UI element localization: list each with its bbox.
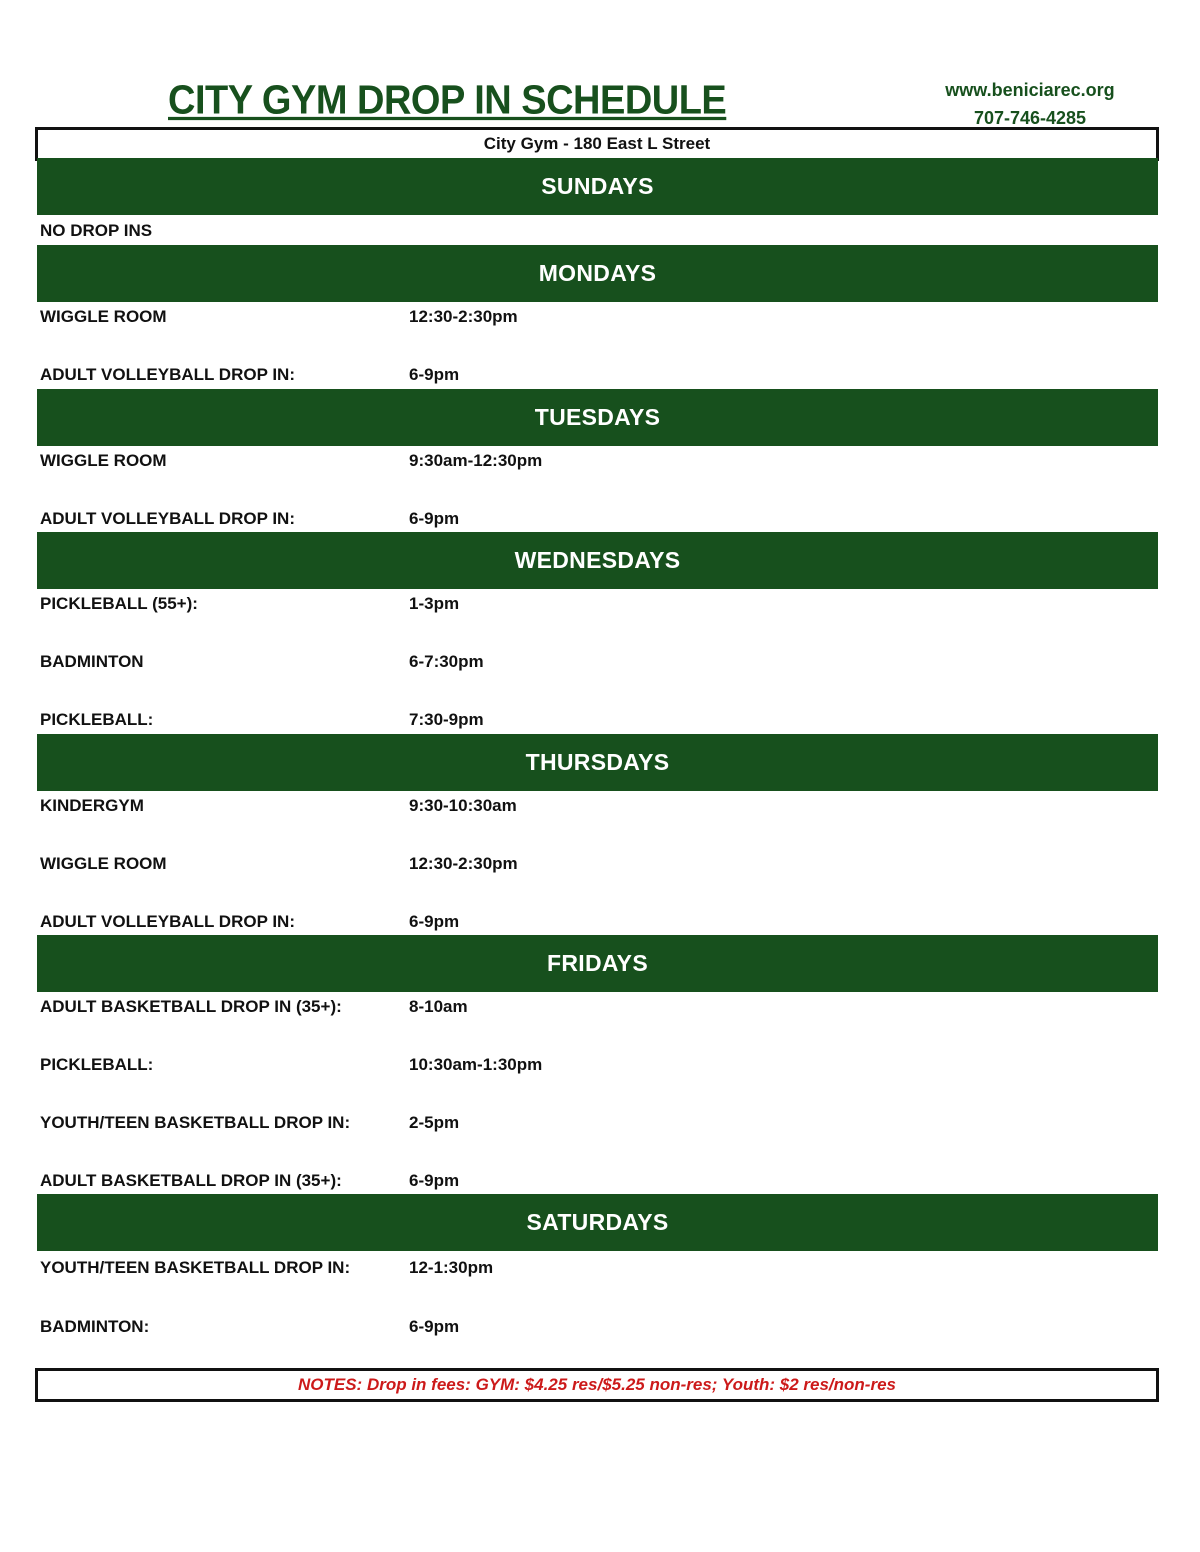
day-header-saturdays: SATURDAYS: [37, 1194, 1158, 1251]
activity-name: ADULT VOLLEYBALL DROP IN:: [40, 365, 295, 384]
activity-time: 9:30am-12:30pm: [409, 451, 543, 470]
day-header-thursdays: THURSDAYS: [37, 734, 1158, 791]
activity-time: 6-7:30pm: [409, 652, 484, 671]
schedule-row: [40, 1256, 1150, 1280]
phone-number: 707-746-4285: [973, 108, 1087, 128]
activity-time: 6-9pm: [409, 365, 460, 384]
activity-name: WIGGLE ROOM: [40, 307, 167, 326]
day-header-sundays: SUNDAYS: [37, 158, 1158, 215]
schedule-row: [40, 995, 1150, 1019]
schedule-row: [40, 363, 1150, 387]
activity-name: PICKLEBALL:: [40, 1055, 154, 1074]
activity-name: NO DROP INS: [40, 221, 153, 240]
schedule-row: [40, 592, 1150, 616]
contact-info: [900, 76, 1160, 132]
activity-name: ADULT BASKETBALL DROP IN (35+):: [40, 1171, 342, 1190]
activity-name: BADMINTON:: [40, 1317, 150, 1336]
activity-time: 6-9pm: [409, 509, 460, 528]
activity-name: KINDERGYM: [40, 796, 144, 815]
day-header-mondays: MONDAYS: [37, 245, 1158, 302]
schedule-row: [40, 708, 1150, 732]
schedule-row: [40, 794, 1150, 818]
activity-name: WIGGLE ROOM: [40, 451, 167, 470]
activity-name: ADULT VOLLEYBALL DROP IN:: [40, 912, 295, 931]
schedule-row: [40, 507, 1150, 531]
notes-box: NOTES: Drop in fees: GYM: $4.25 res/$5.25 non-res; Youth: $2 res/non-res: [35, 1368, 1159, 1402]
website-link[interactable]: www.beniciarec.org: [945, 80, 1115, 100]
activity-time: 12:30-2:30pm: [409, 854, 518, 873]
activity-time: 6-9pm: [409, 1171, 460, 1190]
activity-time: 9:30-10:30am: [409, 796, 517, 815]
activity-time: 12:30-2:30pm: [409, 307, 518, 326]
schedule-row: [40, 1315, 1150, 1339]
schedule-row: [40, 650, 1150, 674]
activity-name: BADMINTON: [40, 652, 144, 671]
day-header-tuesdays: TUESDAYS: [37, 389, 1158, 446]
activity-name: WIGGLE ROOM: [40, 854, 167, 873]
activity-name: YOUTH/TEEN BASKETBALL DROP IN:: [40, 1258, 351, 1277]
activity-name: ADULT BASKETBALL DROP IN (35+):: [40, 997, 342, 1016]
activity-time: 1-3pm: [409, 594, 460, 613]
activity-time: 7:30-9pm: [409, 710, 484, 729]
activity-time: 6-9pm: [409, 912, 460, 931]
schedule-row: [40, 305, 1150, 329]
activity-name: PICKLEBALL:: [40, 710, 154, 729]
day-header-wednesdays: WEDNESDAYS: [37, 532, 1158, 589]
schedule-row: [40, 852, 1150, 876]
activity-time: 6-9pm: [409, 1317, 460, 1336]
activity-name: PICKLEBALL (55+):: [40, 594, 198, 613]
activity-name: YOUTH/TEEN BASKETBALL DROP IN:: [40, 1113, 351, 1132]
schedule-row: [40, 1169, 1150, 1193]
schedule-row: [40, 449, 1150, 473]
location-box: City Gym - 180 East L Street: [35, 127, 1159, 161]
day-header-fridays: FRIDAYS: [37, 935, 1158, 992]
activity-time: 2-5pm: [409, 1113, 460, 1132]
activity-time: 12-1:30pm: [409, 1258, 494, 1277]
page-title: CITY GYM DROP IN SCHEDULE: [168, 78, 727, 124]
schedule-row: [40, 219, 1150, 243]
schedule-row: [40, 910, 1150, 934]
activity-time: 8-10am: [409, 997, 468, 1016]
activity-time: 10:30am-1:30pm: [409, 1055, 543, 1074]
schedule-row: [40, 1111, 1150, 1135]
activity-name: ADULT VOLLEYBALL DROP IN:: [40, 509, 295, 528]
schedule-row: [40, 1053, 1150, 1077]
